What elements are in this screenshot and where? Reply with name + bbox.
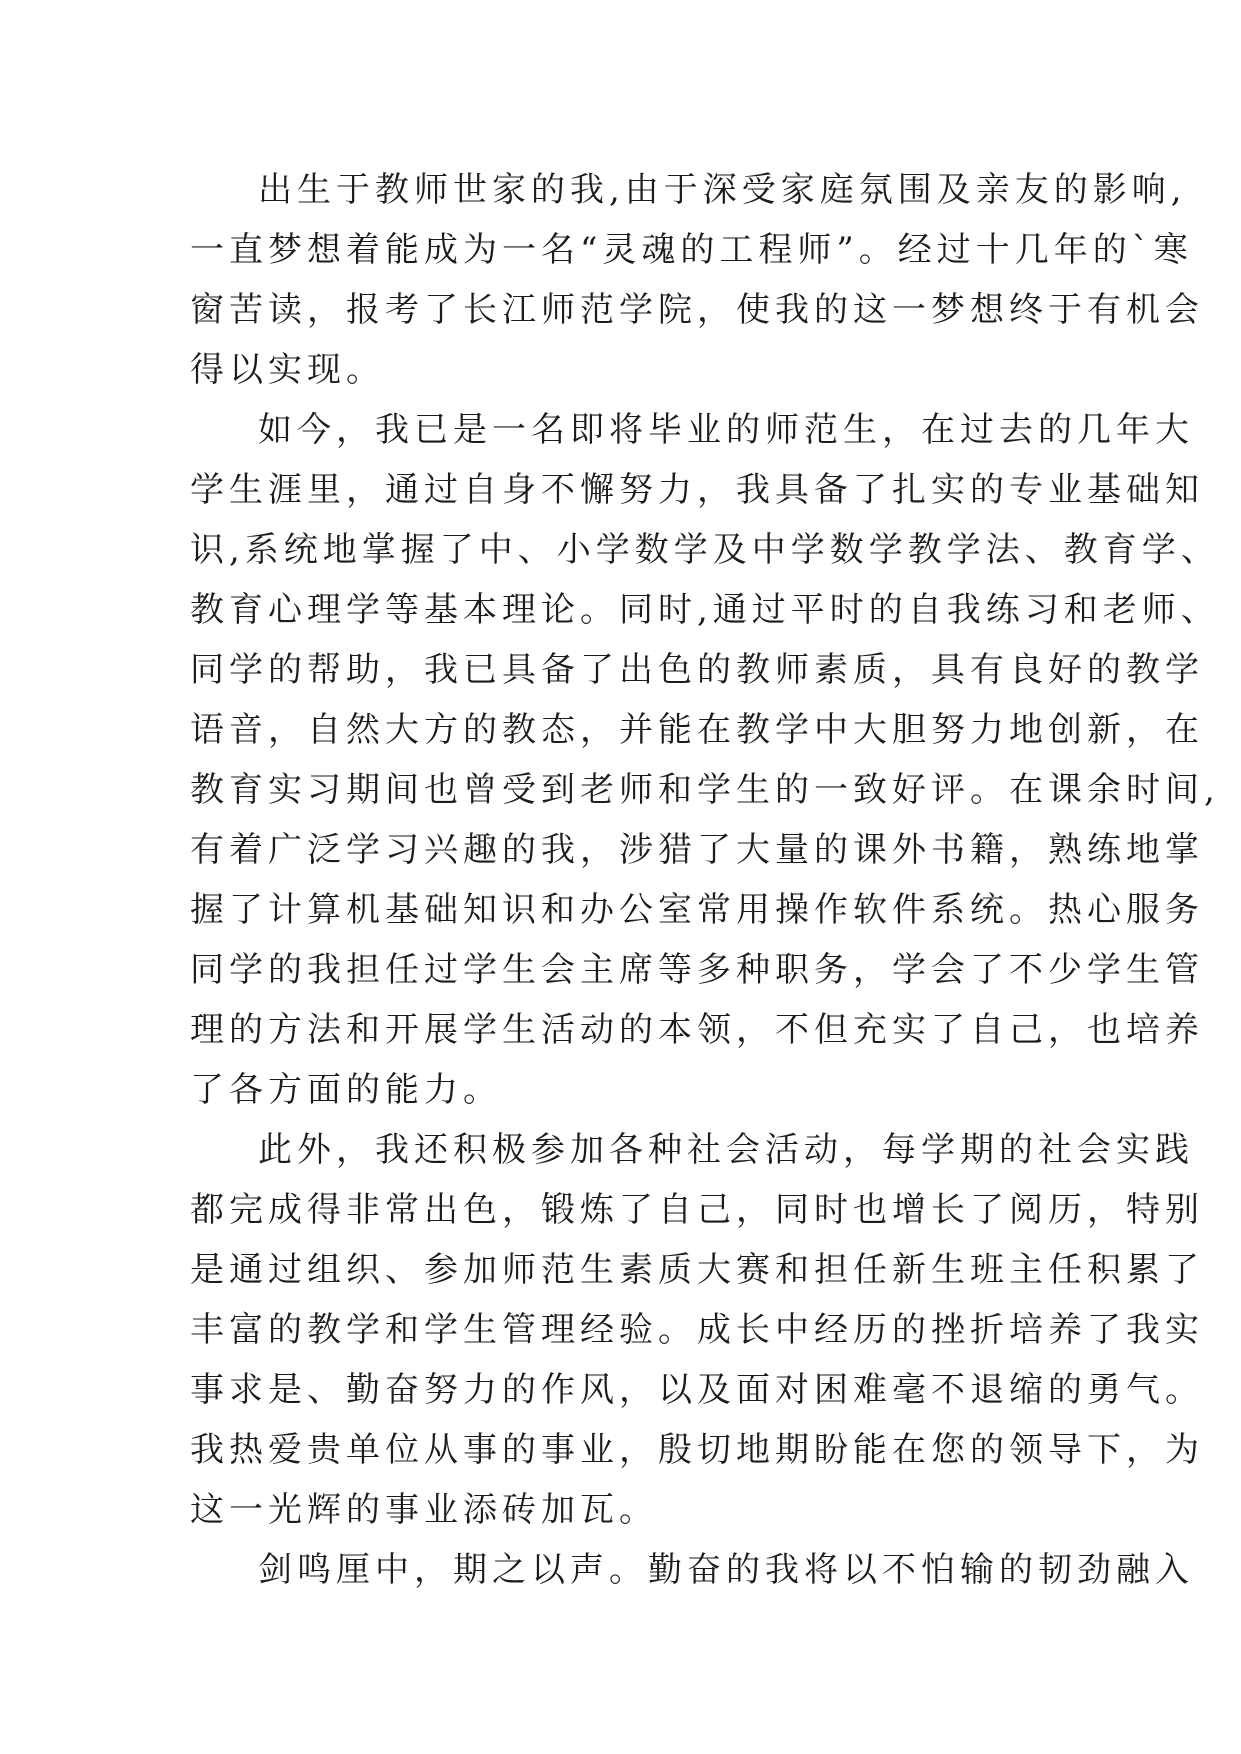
text-line: 我热爱贵单位从事的事业，殷切地期盼能在您的领导下，为 bbox=[190, 1430, 1204, 1470]
paragraph-1 bbox=[190, 160, 1204, 400]
text-line: 有着广泛学习兴趣的我，涉猎了大量的课外书籍，熟练地掌 bbox=[190, 830, 1204, 870]
text-line: 剑鸣厘中，期之以声。勤奋的我将以不怕输的韧劲融入 bbox=[258, 1550, 1194, 1590]
text-line: 同学的我担任过学生会主席等多种职务，学会了不少学生管 bbox=[190, 950, 1204, 990]
text-line: 教育实习期间也曾受到老师和学生的一致好评。在课余时间, bbox=[190, 770, 1220, 810]
text-line: 出生于教师世家的我,由于深受家庭氛围及亲友的影响, bbox=[258, 170, 1187, 210]
text-line: 同学的帮助，我已具备了出色的教师素质，具有良好的教学 bbox=[190, 650, 1204, 690]
text-line: 如今，我已是一名即将毕业的师范生，在过去的几年大 bbox=[258, 410, 1194, 450]
text-line: 学生涯里，通过自身不懈努力，我具备了扎实的专业基础知 bbox=[190, 470, 1204, 510]
document-body bbox=[190, 160, 1220, 1600]
text-line: 窗苦读，报考了长江师范学院，使我的这一梦想终于有机会 bbox=[190, 290, 1204, 330]
text-line: 此外，我还积极参加各种社会活动，每学期的社会实践 bbox=[258, 1130, 1194, 1170]
text-line: 一直梦想着能成为一名“灵魂的工程师”。经过十几年的`寒 bbox=[190, 230, 1193, 270]
text-line: 了各方面的能力。 bbox=[190, 1070, 502, 1110]
text-line: 理的方法和开展学生活动的本领，不但充实了自己，也培养 bbox=[190, 1010, 1204, 1050]
text-line: 教育心理学等基本理论。同时,通过平时的自我练习和老师、 bbox=[190, 590, 1220, 630]
text-line: 这一光辉的事业添砖加瓦。 bbox=[190, 1490, 658, 1530]
text-line: 语音，自然大方的教态，并能在教学中大胆努力地创新，在 bbox=[190, 710, 1204, 750]
text-line: 得以实现。 bbox=[190, 350, 385, 390]
paragraph-2 bbox=[190, 400, 1220, 1120]
text-line: 都完成得非常出色，锻炼了自己，同时也增长了阅历，特别 bbox=[190, 1190, 1204, 1230]
text-line: 事求是、勤奋努力的作风，以及面对困难毫不退缩的勇气。 bbox=[190, 1370, 1204, 1410]
text-line: 识,系统地掌握了中、小学数学及中学数学教学法、教育学、 bbox=[190, 530, 1220, 570]
text-line: 丰富的教学和学生管理经验。成长中经历的挫折培养了我实 bbox=[190, 1310, 1204, 1350]
paragraph-4 bbox=[190, 1540, 1194, 1600]
text-line: 是通过组织、参加师范生素质大赛和担任新生班主任积累了 bbox=[190, 1250, 1204, 1290]
text-line: 握了计算机基础知识和办公室常用操作软件系统。热心服务 bbox=[190, 890, 1204, 930]
paragraph-3 bbox=[190, 1120, 1204, 1540]
